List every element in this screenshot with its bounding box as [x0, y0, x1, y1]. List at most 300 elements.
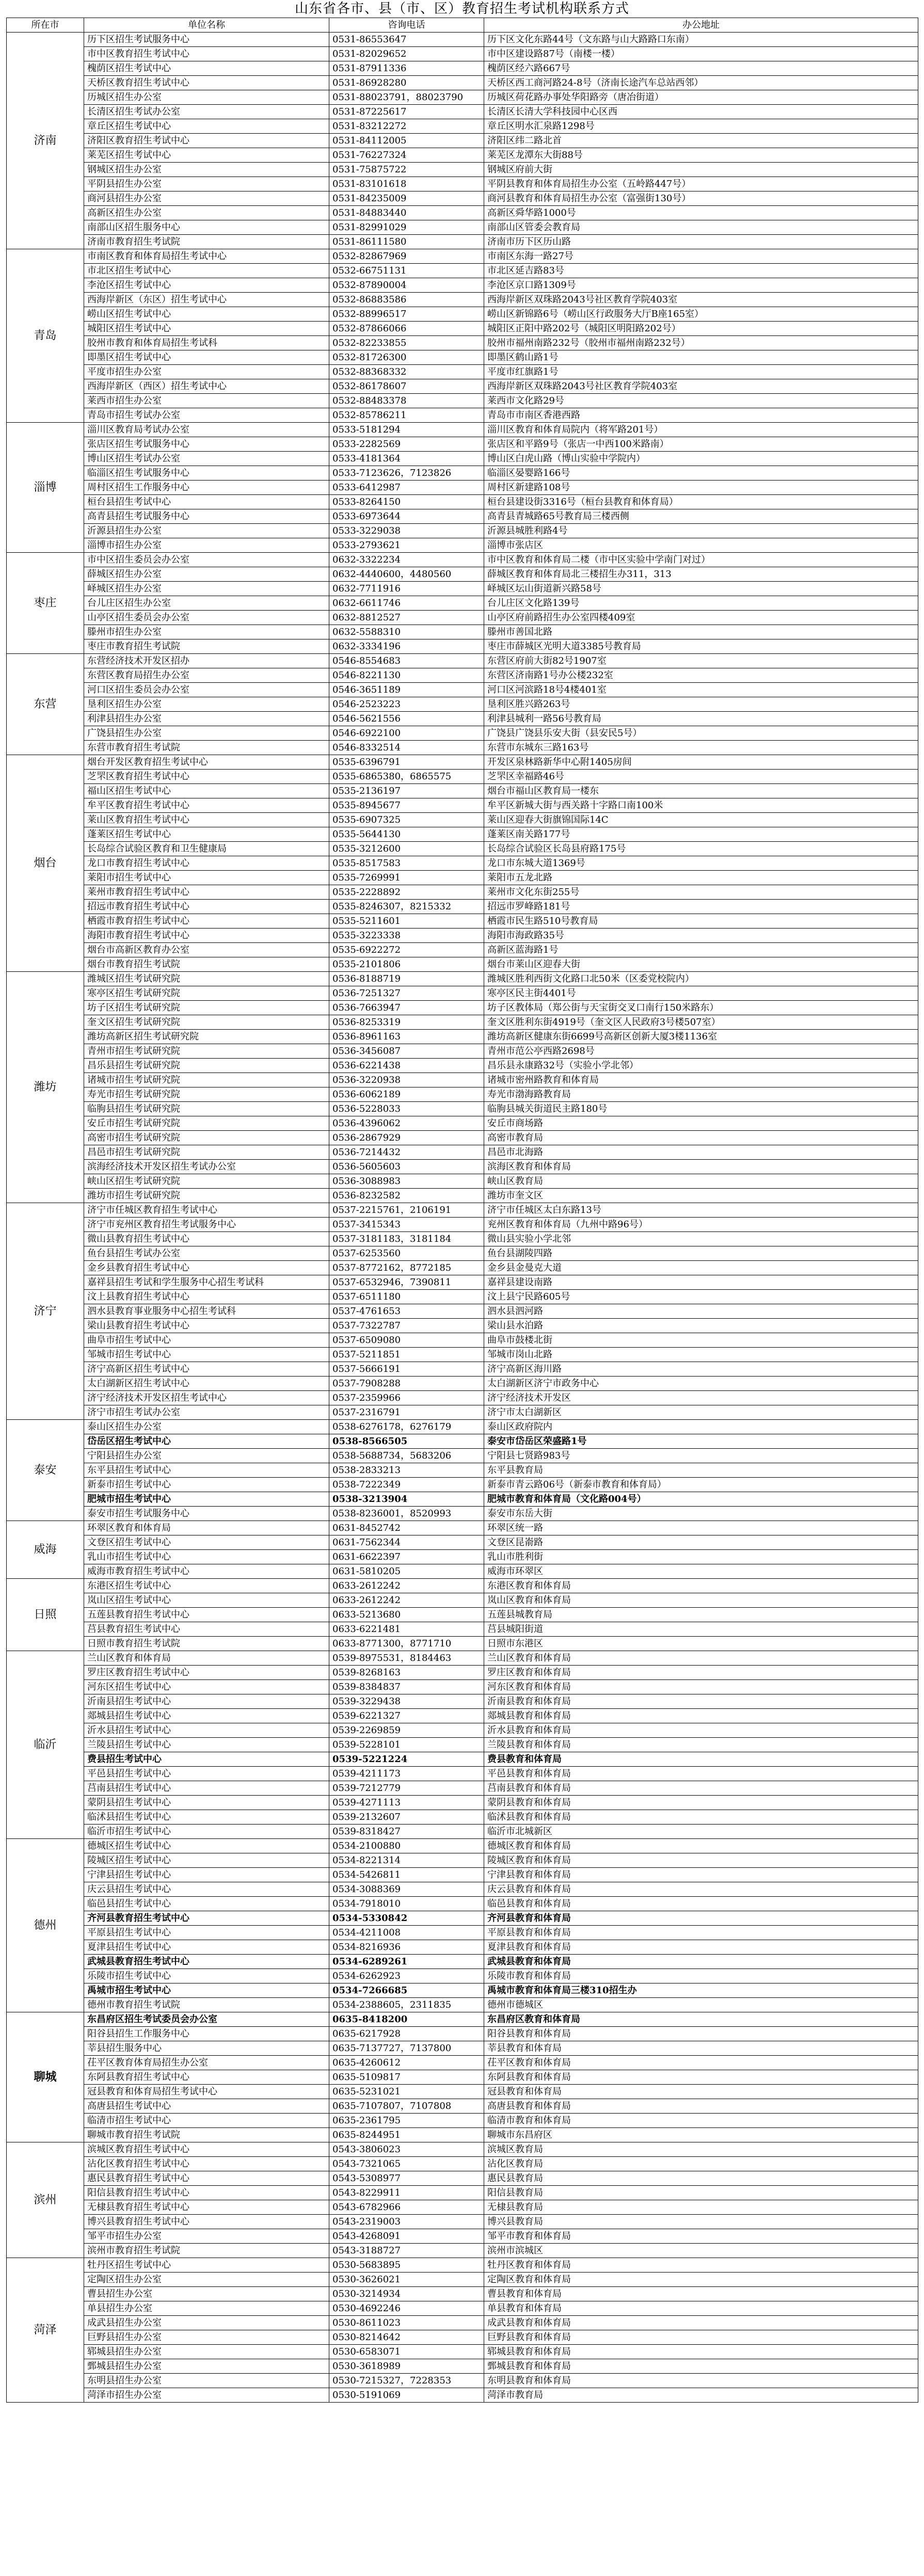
unit-name-cell: 东明县招生办公室 [84, 2374, 329, 2388]
address-cell: 莱阳市五龙北路 [484, 871, 918, 885]
table-row [7, 1550, 918, 1564]
address-cell: 诸城市密州路教育和体育局 [484, 1073, 918, 1087]
unit-name-cell: 临邑县招生考试中心 [84, 1897, 329, 1911]
table-row [7, 191, 918, 206]
region-cell: 滨州 [7, 2142, 84, 2258]
phone-cell: 0531-87911336 [329, 61, 484, 76]
phone-cell: 0531-83101618 [329, 177, 484, 191]
region-cell: 潍坊 [7, 972, 84, 1203]
region-cell: 聊城 [7, 2012, 84, 2142]
phone-cell: 0546-3651189 [329, 683, 484, 697]
phone-cell: 0536-3456087 [329, 1044, 484, 1059]
phone-cell: 0537-2316791 [329, 1405, 484, 1420]
unit-name-cell: 临淄区招生考试服务中心 [84, 466, 329, 481]
table-row [7, 134, 918, 148]
address-cell: 临沭县教育和体育局 [484, 1810, 918, 1825]
address-cell: 市中区教育和体育局二楼（市中区实验中学南门对过） [484, 553, 918, 567]
unit-name-cell: 垦利区招生办公室 [84, 697, 329, 712]
phone-cell: 0533-3229038 [329, 524, 484, 538]
table-row [7, 235, 918, 249]
address-cell: 芝罘区幸福路46号 [484, 770, 918, 784]
table-row [7, 871, 918, 885]
phone-cell: 0532-82233855 [329, 336, 484, 350]
unit-name-cell: 临朐县招生考试研究院 [84, 1102, 329, 1116]
unit-name-cell: 烟台市教育招生考试院 [84, 957, 329, 972]
unit-name-cell: 寿光市招生考试研究院 [84, 1087, 329, 1102]
phone-cell: 0543-7321065 [329, 2157, 484, 2171]
unit-name-cell: 东平县招生考试中心 [84, 1463, 329, 1478]
unit-name-cell: 市中区教育招生考试中心 [84, 47, 329, 61]
address-cell: 鄄城县教育和体育局 [484, 2359, 918, 2374]
table-row [7, 33, 918, 47]
unit-name-cell: 昌乐县招生考试研究院 [84, 1059, 329, 1073]
table-row [7, 654, 918, 668]
address-cell: 青岛市市南区香港西路 [484, 408, 918, 423]
table-row [7, 972, 918, 986]
phone-cell: 0631-8452742 [329, 1521, 484, 1535]
table-row [7, 1001, 918, 1015]
unit-name-cell: 青岛市招生考试办公室 [84, 408, 329, 423]
address-cell: 济宁市任城区太白东路13号 [484, 1203, 918, 1218]
phone-cell: 0530-4692246 [329, 2301, 484, 2316]
table-row [7, 1434, 918, 1449]
region-cell: 泰安 [7, 1420, 84, 1521]
unit-name-cell: 微山县教育招生考试中心 [84, 1232, 329, 1246]
table-row [7, 307, 918, 322]
table-row [7, 1564, 918, 1579]
table-row [7, 2229, 918, 2244]
unit-name-cell: 临沭县招生考试中心 [84, 1810, 329, 1825]
phone-cell: 0533-7123626，7123826 [329, 466, 484, 481]
address-cell: 垦利区胜兴路263号 [484, 697, 918, 712]
table-row [7, 943, 918, 957]
unit-name-cell: 邹平市招生办公室 [84, 2229, 329, 2244]
address-cell: 西海岸新区双珠路2043号社区教育学院403室 [484, 379, 918, 394]
unit-name-cell: 鄄城县招生办公室 [84, 2359, 329, 2374]
phone-cell: 0631-5810205 [329, 1564, 484, 1579]
address-cell: 坊子区教体局（郑公街与天宝街交叉口南行150米路东） [484, 1001, 918, 1015]
address-cell: 沂源县城胜利路4号 [484, 524, 918, 538]
header-unit: 单位名称 [84, 18, 329, 33]
phone-cell: 0538-8566505 [329, 1434, 484, 1449]
phone-cell: 0539-4211173 [329, 1767, 484, 1781]
phone-cell: 0530-8611023 [329, 2316, 484, 2330]
address-cell: 庆云县教育和体育局 [484, 1882, 918, 1897]
table-row [7, 148, 918, 163]
unit-name-cell: 崂山区招生考试中心 [84, 307, 329, 322]
table-row [7, 1391, 918, 1405]
phone-cell: 0635-5231021 [329, 2085, 484, 2099]
unit-name-cell: 长岛综合试验区教育和卫生健康局 [84, 842, 329, 856]
address-cell: 乐陵市教育和体育局 [484, 1969, 918, 1983]
phone-cell: 0536-6221438 [329, 1059, 484, 1073]
table-row [7, 538, 918, 553]
address-cell: 临清市教育和体育局 [484, 2114, 918, 2128]
unit-name-cell: 淄川区教育局考试办公室 [84, 423, 329, 437]
unit-name-cell: 南部山区招生服务中心 [84, 220, 329, 235]
phone-cell: 0536-7663947 [329, 1001, 484, 1015]
table-row [7, 47, 918, 61]
unit-name-cell: 文登区招生考试中心 [84, 1535, 329, 1550]
table-row [7, 2070, 918, 2085]
address-cell: 成武县教育和体育局 [484, 2316, 918, 2330]
address-cell: 嘉祥县建设南路 [484, 1275, 918, 1290]
address-cell: 金乡县金曼克大道 [484, 1261, 918, 1275]
table-row [7, 481, 918, 495]
region-cell: 东营 [7, 654, 84, 755]
address-cell: 莱山区迎春大街旗锦国际14C [484, 813, 918, 827]
address-cell: 西海岸新区双珠路2043号社区教育学院403室 [484, 293, 918, 307]
unit-name-cell: 山亭区招生委员会办公室 [84, 611, 329, 625]
region-cell: 威海 [7, 1521, 84, 1579]
page-title: 山东省各市、县（市、区）教育招生考试机构联系方式 [294, 1, 629, 17]
address-cell: 临朐县城关街道民主路180号 [484, 1102, 918, 1116]
address-cell: 泰安市东岳大街 [484, 1507, 918, 1521]
address-cell: 陵城区教育和体育局 [484, 1853, 918, 1868]
table-row [7, 408, 918, 423]
unit-name-cell: 滨州市教育招生考试院 [84, 2244, 329, 2258]
unit-name-cell: 胶州市教育和体育局招生考试科 [84, 336, 329, 350]
phone-cell: 0632-6611746 [329, 596, 484, 611]
unit-name-cell: 天桥区教育招生考试中心 [84, 76, 329, 90]
table-row [7, 119, 918, 134]
unit-name-cell: 泰安市招生考试服务中心 [84, 1507, 329, 1521]
address-cell: 市北区延吉路83号 [484, 264, 918, 278]
address-cell: 章丘区明水汇泉路1298号 [484, 119, 918, 134]
address-cell: 五莲县城教育局 [484, 1608, 918, 1622]
phone-cell: 0536-3220938 [329, 1073, 484, 1087]
address-cell: 蓬莱区南关路177号 [484, 827, 918, 842]
phone-cell: 0546-2523223 [329, 697, 484, 712]
unit-name-cell: 济南市教育招生考试院 [84, 235, 329, 249]
address-cell: 威海市环翠区 [484, 1564, 918, 1579]
unit-name-cell: 环翠区教育和体育局 [84, 1521, 329, 1535]
address-cell: 费县教育和体育局 [484, 1752, 918, 1767]
unit-name-cell: 沾化区教育招生考试中心 [84, 2157, 329, 2171]
unit-name-cell: 博山区招生考试办公室 [84, 452, 329, 466]
address-cell: 曲阜市鼓楼北街 [484, 1333, 918, 1348]
phone-cell: 0536-8188719 [329, 972, 484, 986]
table-row [7, 1348, 918, 1362]
unit-name-cell: 嘉祥县招生考试和学生服务中心招生考试科 [84, 1275, 329, 1290]
address-cell: 烟台市福山区教育局一楼东 [484, 784, 918, 798]
address-cell: 新泰市青云路06号（新泰市教育和体育局） [484, 1478, 918, 1492]
address-cell: 泗水县泗河路 [484, 1304, 918, 1319]
phone-cell: 0536-4396062 [329, 1116, 484, 1131]
table-row [7, 914, 918, 929]
address-cell: 潍坊高新区健康东街6699号高新区创新大厦3楼1136室 [484, 1030, 918, 1044]
table-row [7, 163, 918, 177]
phone-cell: 0539-2132607 [329, 1810, 484, 1825]
unit-name-cell: 曹县招生办公室 [84, 2287, 329, 2301]
phone-cell: 0532-85786211 [329, 408, 484, 423]
unit-name-cell: 牡丹区招生考试中心 [84, 2258, 329, 2273]
table-row [7, 1882, 918, 1897]
unit-name-cell: 桓台县招生考试中心 [84, 495, 329, 509]
header-phone: 咨询电话 [329, 18, 484, 33]
table-row [7, 784, 918, 798]
phone-cell: 0536-7214432 [329, 1145, 484, 1160]
unit-name-cell: 郯城县招生考试中心 [84, 1709, 329, 1723]
table-row [7, 350, 918, 365]
table-row [7, 1969, 918, 1983]
table-row [7, 798, 918, 813]
unit-name-cell: 济阳区教育招生考试中心 [84, 134, 329, 148]
unit-name-cell: 德城区招生考试中心 [84, 1839, 329, 1853]
table-row [7, 90, 918, 105]
address-cell: 平度市红旗路1号 [484, 365, 918, 379]
table-row [7, 1680, 918, 1694]
phone-cell: 0537-6253560 [329, 1246, 484, 1261]
table-row [7, 1694, 918, 1709]
table-row [7, 1723, 918, 1738]
unit-name-cell: 潍城区招生考试研究院 [84, 972, 329, 986]
phone-cell: 0539-8268163 [329, 1666, 484, 1680]
address-cell: 肥城市教育和体育局（文化路004号） [484, 1492, 918, 1507]
address-cell: 南部山区管委会教育局 [484, 220, 918, 235]
table-row [7, 1911, 918, 1926]
address-cell: 邹城市岗山北路 [484, 1348, 918, 1362]
unit-name-cell: 武城县教育招生考试中心 [84, 1955, 329, 1969]
unit-name-cell: 陵城区招生考试中心 [84, 1853, 329, 1868]
region-cell: 济南 [7, 33, 84, 249]
address-cell: 兰陵县教育和体育局 [484, 1738, 918, 1752]
phone-cell: 0633-6221481 [329, 1622, 484, 1637]
table-row [7, 466, 918, 481]
unit-name-cell: 高唐县招生考试中心 [84, 2099, 329, 2114]
phone-cell: 0537-2215761，2106191 [329, 1203, 484, 1218]
address-cell: 历城区荷花路办事处华阳路旁（唐冶街道） [484, 90, 918, 105]
address-cell: 奎文区胜利东街4919号（奎文区人民政府3号楼507室） [484, 1015, 918, 1030]
unit-name-cell: 牟平区教育招生考试中心 [84, 798, 329, 813]
table-row [7, 1420, 918, 1434]
address-cell: 菏泽市教育局 [484, 2388, 918, 2403]
unit-name-cell: 费县招生考试中心 [84, 1752, 329, 1767]
address-cell: 广饶县广饶县乐安大街（县安民5号） [484, 726, 918, 741]
table-row [7, 2287, 918, 2301]
phone-cell: 0536-3088983 [329, 1174, 484, 1189]
table-row [7, 2056, 918, 2070]
unit-name-cell: 张店区招生考试服务中心 [84, 437, 329, 452]
unit-name-cell: 兰山区教育和体育局 [84, 1651, 329, 1666]
address-cell: 博兴县教育局 [484, 2215, 918, 2229]
table-row [7, 2128, 918, 2142]
unit-name-cell: 济宁市任城区教育招生考试中心 [84, 1203, 329, 1218]
table-row [7, 1622, 918, 1637]
address-cell: 郯城县教育和体育局 [484, 1709, 918, 1723]
phone-cell: 0633-2612242 [329, 1579, 484, 1593]
address-cell: 夏津县教育和体育局 [484, 1940, 918, 1955]
phone-cell: 0635-7107807，7107808 [329, 2099, 484, 2114]
table-row [7, 2345, 918, 2359]
unit-name-cell: 烟台开发区教育招生考试中心 [84, 755, 329, 770]
table-row [7, 264, 918, 278]
table-row [7, 1377, 918, 1391]
address-cell: 鱼台县湖陵四路 [484, 1246, 918, 1261]
unit-name-cell: 泗水县教育事业服务中心招生考试科 [84, 1304, 329, 1319]
phone-cell: 0632-8812527 [329, 611, 484, 625]
unit-name-cell: 东营经济技术开发区招办 [84, 654, 329, 668]
phone-cell: 0537-6509080 [329, 1333, 484, 1348]
phone-cell: 0539-8384837 [329, 1680, 484, 1694]
phone-cell: 0536-5228033 [329, 1102, 484, 1116]
phone-cell: 0535-3223338 [329, 929, 484, 943]
phone-cell: 0532-87890004 [329, 278, 484, 293]
table-row [7, 827, 918, 842]
phone-cell: 0537-2359966 [329, 1391, 484, 1405]
address-cell: 汶上县宁民路605号 [484, 1290, 918, 1304]
phone-cell: 0531-88023791，88023790 [329, 90, 484, 105]
table-row [7, 1333, 918, 1348]
table-row [7, 1160, 918, 1174]
table-row [7, 1174, 918, 1189]
address-cell: 莒南县教育和体育局 [484, 1781, 918, 1796]
address-cell: 河东区教育和体育局 [484, 1680, 918, 1694]
unit-name-cell: 宁阳县招生办公室 [84, 1449, 329, 1463]
unit-name-cell: 临沂市招生考试中心 [84, 1825, 329, 1839]
unit-name-cell: 潍坊高新区招生考试研究院 [84, 1030, 329, 1044]
phone-cell: 0535-2136197 [329, 784, 484, 798]
address-cell: 济宁高新区海川路 [484, 1362, 918, 1377]
table-row [7, 1116, 918, 1131]
address-cell: 枣庄市薛城区光明大道3385号教育局 [484, 639, 918, 654]
phone-cell: 0534-7918010 [329, 1897, 484, 1911]
phone-cell: 0533-4181364 [329, 452, 484, 466]
table-row [7, 611, 918, 625]
table-row [7, 61, 918, 76]
address-cell: 东昌府区教育和体育局 [484, 2012, 918, 2027]
unit-name-cell: 齐河县教育招生考试中心 [84, 1911, 329, 1926]
phone-cell: 0534-8216936 [329, 1940, 484, 1955]
address-cell: 聊城市东昌府区 [484, 2128, 918, 2142]
table-row [7, 813, 918, 827]
unit-name-cell: 莱阳市招生考试中心 [84, 871, 329, 885]
phone-cell: 0543-3806023 [329, 2142, 484, 2157]
phone-cell: 0531-87225617 [329, 105, 484, 119]
address-cell: 临邑县教育和体育局 [484, 1897, 918, 1911]
table-row [7, 1478, 918, 1492]
phone-cell: 0543-6782966 [329, 2200, 484, 2215]
unit-name-cell: 莒县教育招生考试中心 [84, 1622, 329, 1637]
table-row [7, 1796, 918, 1810]
address-cell: 东营市东城东三路163号 [484, 741, 918, 755]
table-row [7, 322, 918, 336]
unit-name-cell: 长清区招生考试办公室 [84, 105, 329, 119]
address-cell: 泰安市岱岳区荣盛路1号 [484, 1434, 918, 1449]
unit-name-cell: 郓城县招生办公室 [84, 2345, 329, 2359]
unit-name-cell: 太白湖新区招生考试中心 [84, 1377, 329, 1391]
unit-name-cell: 庆云县招生考试中心 [84, 1882, 329, 1897]
unit-name-cell: 滨海经济技术开发区招生考试办公室 [84, 1160, 329, 1174]
table-row [7, 1983, 918, 1998]
phone-cell: 0546-5621556 [329, 712, 484, 726]
unit-name-cell: 海阳市教育招生考试中心 [84, 929, 329, 943]
address-cell: 城阳区正阳中路202号（城阳区明阳路202号） [484, 322, 918, 336]
unit-name-cell: 巨野县招生办公室 [84, 2330, 329, 2345]
phone-cell: 0534-5330842 [329, 1911, 484, 1926]
address-cell: 泰山区政府院内 [484, 1420, 918, 1434]
table-row [7, 423, 918, 437]
unit-name-cell: 莱州市教育招生考试中心 [84, 885, 329, 900]
unit-name-cell: 芝罘区教育招生考试中心 [84, 770, 329, 784]
phone-cell: 0536-7251327 [329, 986, 484, 1001]
unit-name-cell: 台儿庄区招生办公室 [84, 596, 329, 611]
address-cell: 山亭区府前路招生办公室四楼409室 [484, 611, 918, 625]
unit-name-cell: 奎文区招生考试研究院 [84, 1015, 329, 1030]
address-cell: 齐河县教育和体育局 [484, 1911, 918, 1926]
table-row [7, 1637, 918, 1651]
phone-cell: 0533-8264150 [329, 495, 484, 509]
unit-name-cell: 淄博市招生办公室 [84, 538, 329, 553]
unit-name-cell: 峡山区招生考试研究院 [84, 1174, 329, 1189]
unit-name-cell: 济宁经济技术开发区招生考试中心 [84, 1391, 329, 1405]
phone-cell: 0534-4211008 [329, 1926, 484, 1940]
unit-name-cell: 高新区招生办公室 [84, 206, 329, 220]
table-row [7, 741, 918, 755]
unit-name-cell: 西海岸新区（西区）招生考试中心 [84, 379, 329, 394]
table-row [7, 1998, 918, 2012]
phone-cell: 0538-5688734，5683206 [329, 1449, 484, 1463]
table-row [7, 683, 918, 697]
unit-name-cell: 安丘市招生考试研究院 [84, 1116, 329, 1131]
address-cell: 胶州市福州南路232号（胶州市福州南路232号） [484, 336, 918, 350]
unit-name-cell: 莱芜区招生考试中心 [84, 148, 329, 163]
address-cell: 沾化区教育局 [484, 2157, 918, 2171]
address-cell: 沂南县教育和体育局 [484, 1694, 918, 1709]
phone-cell: 0536-8253319 [329, 1015, 484, 1030]
phone-cell: 0539-7212779 [329, 1781, 484, 1796]
phone-cell: 0536-5605603 [329, 1160, 484, 1174]
table-row [7, 1810, 918, 1825]
unit-name-cell: 成武县招生办公室 [84, 2316, 329, 2330]
unit-name-cell: 招远市教育招生考试中心 [84, 900, 329, 914]
phone-cell: 0539-8318427 [329, 1825, 484, 1839]
table-row [7, 1218, 918, 1232]
address-cell: 东阿县教育和体育局 [484, 2070, 918, 2085]
phone-cell: 0543-3188727 [329, 2244, 484, 2258]
table-row [7, 2244, 918, 2258]
phone-cell: 0635-6217928 [329, 2027, 484, 2041]
address-cell: 郓城县教育和体育局 [484, 2345, 918, 2359]
phone-cell: 0532-86883586 [329, 293, 484, 307]
unit-name-cell: 钢城区招生办公室 [84, 163, 329, 177]
address-cell: 高青县青城路65号教育局三楼西侧 [484, 509, 918, 524]
table-row [7, 596, 918, 611]
address-cell: 莱西市文化路29号 [484, 394, 918, 408]
address-cell: 即墨区鹤山路1号 [484, 350, 918, 365]
unit-name-cell: 泰山区招生办公室 [84, 1420, 329, 1434]
phone-cell: 0537-8772162，8772185 [329, 1261, 484, 1275]
address-cell: 商河县教育和体育局招生办公室（富强街130号） [484, 191, 918, 206]
phone-cell: 0537-3415343 [329, 1218, 484, 1232]
phone-cell: 0535-6907325 [329, 813, 484, 827]
table-row [7, 1839, 918, 1853]
unit-name-cell: 夏津县招生考试中心 [84, 1940, 329, 1955]
phone-cell: 0533-6412987 [329, 481, 484, 495]
phone-cell: 0530-3214934 [329, 2287, 484, 2301]
address-cell: 淄川区教育和体育局院内（将军路201号） [484, 423, 918, 437]
table-row [7, 625, 918, 639]
address-cell: 龙口市东城大道1369号 [484, 856, 918, 871]
region-cell: 济宁 [7, 1203, 84, 1420]
table-row [7, 2374, 918, 2388]
table-row [7, 2301, 918, 2316]
address-cell: 东营区济南路1号办公楼232室 [484, 668, 918, 683]
table-row [7, 509, 918, 524]
unit-name-cell: 利津县招生办公室 [84, 712, 329, 726]
address-cell: 牡丹区教育和体育局 [484, 2258, 918, 2273]
phone-cell: 0535-3212600 [329, 842, 484, 856]
